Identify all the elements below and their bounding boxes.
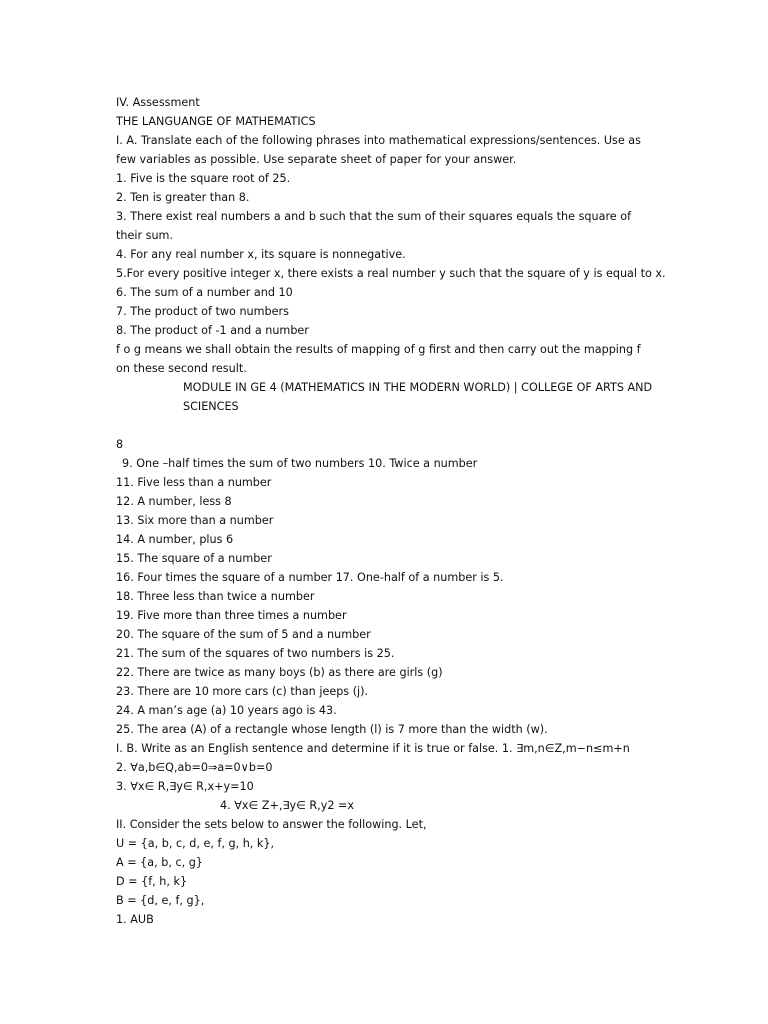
part-ii-heading: II. Consider the sets below to answer the following. Let,: [116, 818, 427, 831]
set-definition: D = {f, h, k}: [116, 875, 188, 888]
list-item: 2. Ten is greater than 8.: [116, 191, 250, 204]
list-item: 4. For any real number x, its square is nonnegative.: [116, 248, 406, 261]
list-item: 24. A man’s age (a) 10 years ago is 43.: [116, 704, 337, 717]
list-item: 19. Five more than three times a number: [116, 609, 347, 622]
list-item: 4. ∀x∈ Z+,∃y∈ R,y2 =x: [220, 799, 355, 812]
list-item: 1. Five is the square root of 25.: [116, 172, 291, 185]
list-item: 20. The square of the sum of 5 and a number: [116, 628, 371, 641]
module-header: MODULE IN GE 4 (MATHEMATICS IN THE MODERN WORLD) | COLLEGE OF ARTS AND SCIENCES: [183, 381, 653, 413]
list-item: 2. ∀a,b∈Q,ab=0⇒a=0∨b=0: [116, 761, 273, 774]
list-item: 12. A number, less 8: [116, 495, 232, 508]
list-item: 3. There exist real numbers a and b such that the sum of their squares equals the square of their sum.: [116, 210, 632, 242]
list-item: 13. Six more than a number: [116, 514, 274, 527]
list-item: 5.For every positive integer x, there exists a real number y such that the square of y is equal to x.: [116, 267, 666, 280]
set-definition: U = {a, b, c, d, e, f, g, h, k},: [116, 837, 275, 850]
fog-note: f o g means we shall obtain the results of mapping of g first and then carry out the mapping f on these second result.: [116, 343, 641, 375]
list-item: 21. The sum of the squares of two numbers is 25.: [116, 647, 395, 660]
page-number: 8: [116, 438, 124, 451]
list-item: 7. The product of two numbers: [116, 305, 289, 318]
list-item: 25. The area (A) of a rectangle whose length (l) is 7 more than the width (w).: [116, 723, 548, 736]
list-item: 22. There are twice as many boys (b) as there are girls (g): [116, 666, 443, 679]
set-definition: A = {a, b, c, g}: [116, 856, 203, 869]
list-item: 6. The sum of a number and 10: [116, 286, 293, 299]
set-definition: B = {d, e, f, g},: [116, 894, 205, 907]
list-item: 18. Three less than twice a number: [116, 590, 315, 603]
part-ib-heading: I. B. Write as an English sentence and determine if it is true or false. 1. ∃m,n∈Z,m−n≤m+n: [116, 742, 630, 755]
document-title: THE LANGUANGE OF MATHEMATICS: [116, 115, 316, 128]
list-item: 11. Five less than a number: [116, 476, 272, 489]
list-item: 1. AUB: [116, 913, 154, 926]
list-item: 9. One –half times the sum of two numbers 10. Twice a number: [122, 457, 478, 470]
list-item: 3. ∀x∈ R,∃y∈ R,x+y=10: [116, 780, 254, 793]
list-item: 8. The product of -1 and a number: [116, 324, 309, 337]
list-item: 23. There are 10 more cars (c) than jeeps (j).: [116, 685, 369, 698]
document-page: [116, 93, 666, 929]
list-item: 15. The square of a number: [116, 552, 272, 565]
instructions-paragraph: I. A. Translate each of the following phrases into mathematical expressions/sentences. Use as few variables as possible. Use separate sheet of paper for your answer.: [116, 134, 641, 166]
spacer: [116, 416, 656, 435]
list-item: 14. A number, plus 6: [116, 533, 234, 546]
section-heading: IV. Assessment: [116, 96, 200, 109]
list-item: 16. Four times the square of a number 17. One-half of a number is 5.: [116, 571, 504, 584]
